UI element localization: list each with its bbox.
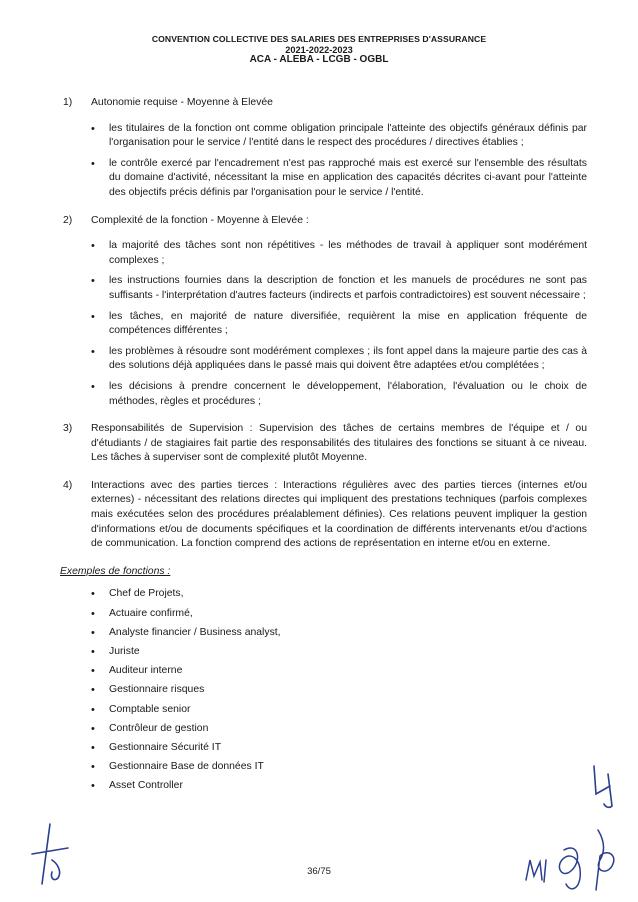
section-autonomy [57,96,587,201]
section-number: 1) [63,97,73,108]
initials-signature-top-right [586,762,622,810]
example-item: • Comptable senior [91,703,587,722]
header-title: CONVENTION COLLECTIVE DES SALARIES DES ENTREPRISES D'ASSURANCE [151,34,487,44]
section-number: 4) [63,479,73,491]
section-title: Autonomie requise - Moyenne à Elevée [91,97,273,108]
list-item: • les tâches, en majorité de nature diversifiée, requièrent la mise en application fréquente de compétences différentes ; [91,310,587,339]
page-number: 36/75 [307,866,331,877]
bullet-list [91,122,587,201]
examples-title: Exemples de fonctions : [60,565,171,577]
example-item: • Juriste [91,645,587,664]
initials-signature-bottom-right [520,820,630,896]
list-item: • le contrôle exercé par l'encadrement n'est pas rapproché mais est exercé sur l'ensemble des résultats du domaine d'activité, nécessitant la mise en application des capacités décrites ci-avant pour l'atteinte des objectifs précis définis par l'organisation pour le service / l'entité. [91,157,587,201]
example-item: • Analyste financier / Business analyst, [91,626,587,645]
section-interactions [57,479,587,552]
section-text: Responsabilités de Supervision : Supervision des tâches de certains membres de l'équipe et / ou d'étudiants / de stagiaires fait partie des responsabilités des titulaires des fonctions se situant à ce niveau. Les tâches à superviser sont de complexité plutôt Moyenne. [91,423,587,464]
list-item: • les instructions fournies dans la description de fonction et les manuels de procédures ne sont pas suffisants - l'interprétation d'autres facteurs (indirects et parfois contradictoires) est souvent nécessaire ; [91,274,587,303]
section-text: Interactions avec des parties tierces : Interactions régulières avec des parties tierces (internes et/ou externes) - nécessitant des relations directes qui impliquent des prestations techniques (parfois complexes mais exécutées selon des procédures préalablement définies). Ces relations peuvent impliquer la gestion d'informations et/ou de documents spécifiques et la coordination de différents intervenants et/ou d'actions de communication. La fonction comprend des actions de représentation en interne et/ou en externe. [91,479,587,550]
example-item: • Gestionnaire Sécurité IT [91,741,587,760]
example-item: • Gestionnaire Base de données IT [91,760,587,779]
header-years: 2021-2022-2023 [285,44,353,55]
examples-list [57,587,587,798]
list-item: • les décisions à prendre concernent le développement, l'élaboration, l'évaluation ou le choix de méthodes, règles et procédures ; [91,380,587,409]
bullet-list [91,239,587,409]
example-item: • Auditeur interne [91,664,587,683]
section-complexity [57,214,587,410]
section-number: 2) [63,214,73,226]
example-item: • Asset Controller [91,779,587,798]
document-body [57,96,587,799]
list-item: • les titulaires de la fonction ont comme obligation principale l'atteinte des objectifs généraux définis par l'organisation pour le service / l'entité dans le respect des procédures / directives établies ; [91,122,587,151]
example-item: • Chef de Projets, [91,587,587,606]
example-item: • Gestionnaire risques [91,683,587,702]
example-item: • Actuaire confirmé, [91,607,587,626]
example-item: • Contrôleur de gestion [91,722,587,741]
section-supervision [57,422,587,466]
list-item: • les problèmes à résoudre sont modérément complexes ; ils font appel dans la majeure partie des cas à des solutions déjà appliquées dans le passé mais qui doivent être adaptées et/ou complétées ; [91,345,587,374]
section-number: 3) [63,423,73,435]
document-header [0,34,638,66]
initials-signature-left [28,820,78,890]
header-signatories: ACA - ALEBA - LCGB - OGBL [249,54,389,65]
section-title: Complexité de la fonction - Moyenne à Elevée : [91,214,309,226]
list-item: • la majorité des tâches sont non répétitives - les méthodes de travail à appliquer sont modérément complexes ; [91,239,587,268]
